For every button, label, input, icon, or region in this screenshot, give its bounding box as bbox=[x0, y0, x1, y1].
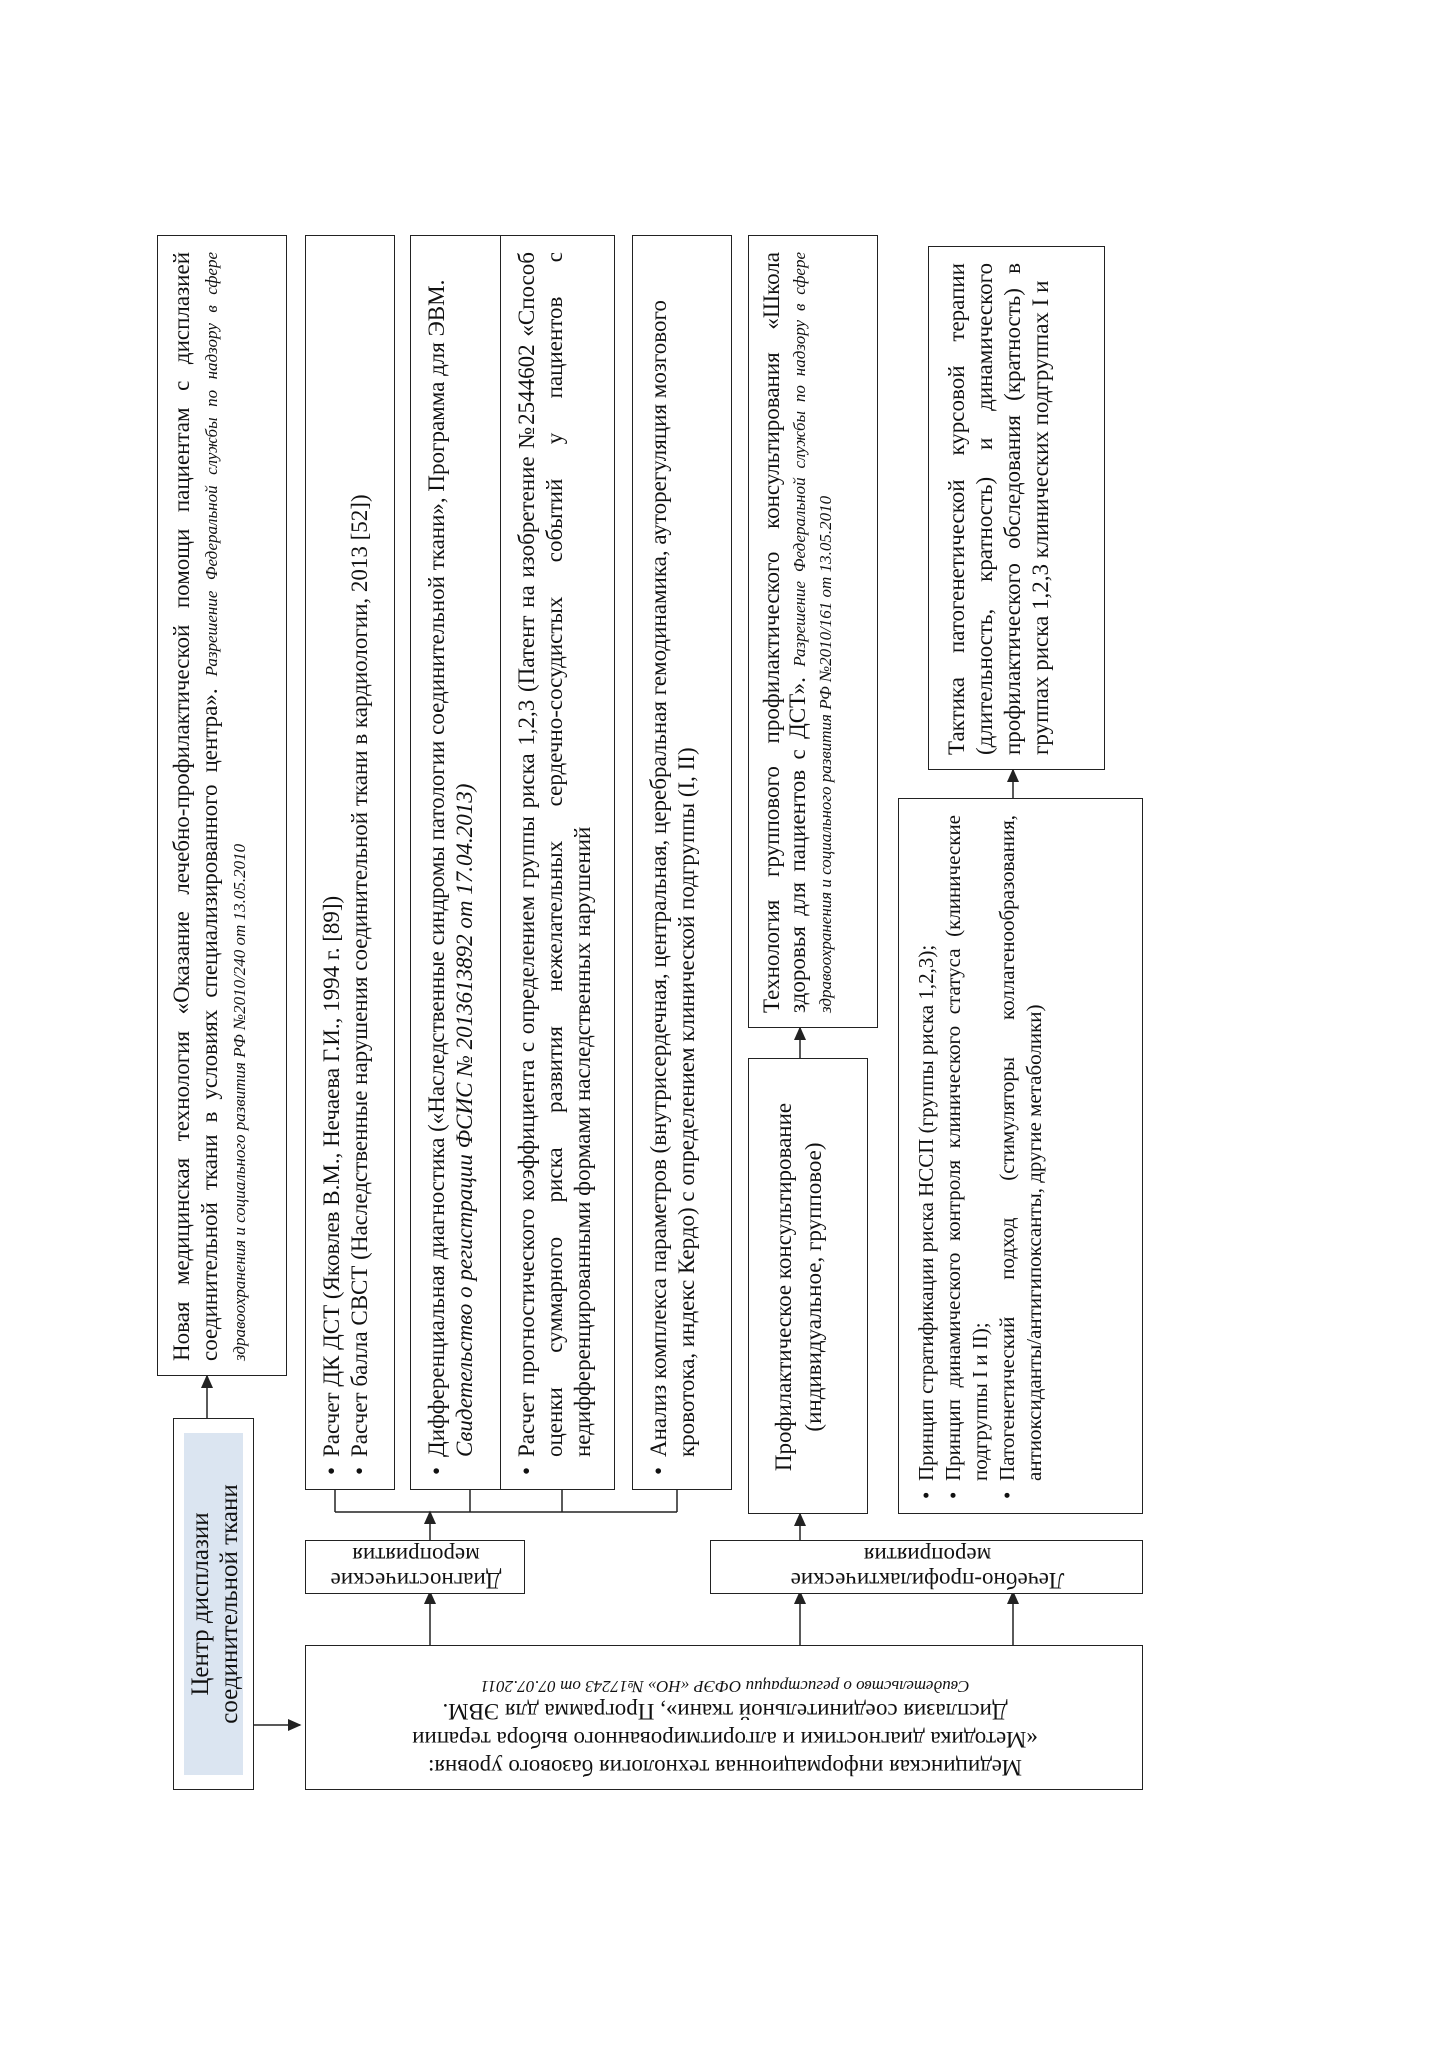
consult-label: Профилактическое консультирование (индивидуальное, групповое) bbox=[771, 1102, 826, 1472]
diag-item-4: • Расчет прогностического коэффициента с определением группы риска 1,2,3 (Патент на изобретение №2544602 «Способ оценки суммарного риска развития нежелательных сердечно-сосудистых событий у пациентов с недифференцированными формами наследственных нарушений bbox=[513, 252, 597, 1475]
treatment-label-line1: Лечебно-профилактические bbox=[790, 1568, 1065, 1593]
base-tech-text bbox=[306, 1646, 1144, 1791]
school-note: Разрешение Федеральной службы по надзору в сфере здравоохранения и социального развития РФ №2010/161 от 13.05.2010 bbox=[790, 252, 835, 1013]
new-tech-main: Новая медицинская технология «Оказание лечебно-профилактической помощи пациентам с дисплазией соединительной ткани в условиях специализированного центра». bbox=[169, 252, 222, 1361]
school-text bbox=[757, 246, 871, 1019]
principles-box bbox=[898, 798, 1143, 1514]
base-tech-line3: Дисплазия соединительной ткани», Программа для ЭВМ. bbox=[442, 1699, 1008, 1724]
treatment-label-line2: мероприятия bbox=[863, 1543, 992, 1568]
diag-items-1-text bbox=[314, 246, 390, 1481]
diag-item-1: • Расчет ДК ДСТ (Яковлев В.М., Нечаева Г.И., 1994 г. [89]) bbox=[318, 252, 346, 1475]
consult-text bbox=[761, 1069, 861, 1505]
center-box bbox=[173, 1418, 254, 1790]
base-tech-line1: Медицинская информационная технология базового уровня: bbox=[428, 1755, 1022, 1780]
tactics-label: Тактика патогенетической курсовой терапии (длительность, кратность) и динамического профилактического обследования (кратность) в группах риска 1,2,3 клинических подгруппах I и bbox=[944, 263, 1053, 755]
diag-item-5: • Анализ комплекса параметров (внутрисердечная, центральная, церебральная гемодинамика, ауторегуляция мозгового кровотока, индекс Кердо) с определением клинической подгруппы (I, II) bbox=[645, 252, 701, 1475]
base-tech-line2: «Методика диагностики и алгоритмированного выбора терапии bbox=[412, 1727, 1038, 1752]
consult-box bbox=[748, 1058, 868, 1514]
tactics-box bbox=[928, 246, 1105, 770]
new-tech-note: Разрешение Федеральной службы по надзору в сфере здравоохранения и социального развития РФ №2010/240 от 13.05.2010 bbox=[202, 251, 249, 1361]
base-tech-note: Свидетельство о регистрации ОФЭР «НО» №17243 от 07.07.2011 bbox=[480, 1677, 970, 1696]
diag-items-4-text bbox=[641, 246, 727, 1481]
base-tech-box bbox=[305, 1645, 1143, 1790]
principle-1: • Принцип стратификации риска НССП (группы риска 1,2,3); bbox=[913, 815, 940, 1499]
center-title bbox=[186, 1433, 243, 1775]
diagnostic-label-line2: мероприятия bbox=[352, 1543, 480, 1568]
principles-text bbox=[909, 809, 1137, 1505]
diag-items-box-1 bbox=[305, 235, 395, 1490]
tactics-text bbox=[939, 257, 1099, 761]
center-title-line1: Центр дисплазии bbox=[187, 1512, 214, 1696]
diag-item-3-text: Дифференциальная диагностика («Наследственные синдромы патологии соединительной ткани», Программа для ЭВМ. bbox=[424, 279, 449, 1457]
diag-items-2-text bbox=[419, 246, 501, 1481]
diag-item-3-note: Свидетельство о регистрации ФСИС № 2013613892 от 17.04.2013) bbox=[452, 783, 477, 1457]
diag-items-3-text bbox=[509, 246, 609, 1481]
diag-item-3 bbox=[423, 252, 479, 1475]
new-tech-text bbox=[166, 246, 280, 1367]
center-title-line2: соединительной ткани bbox=[216, 1484, 243, 1724]
diagnostic-label-line1: Диагностические bbox=[330, 1568, 502, 1593]
school-box bbox=[748, 235, 878, 1028]
principle-2: • Принцип динамического контроля клинического статуса (клинические подгруппы I и II); bbox=[940, 815, 994, 1499]
diag-items-box-4 bbox=[632, 235, 732, 1490]
new-tech-box bbox=[157, 235, 287, 1376]
diagnostic-box bbox=[305, 1540, 525, 1594]
diag-items-box-2 bbox=[410, 235, 507, 1490]
diag-item-2: • Расчет балла СВСТ (Наследственные нарушения соединительной ткани в кардиологии, 2013 [52]) bbox=[346, 252, 374, 1475]
school-main: Технология группового профилактического консультирования «Школа здоровья для пациентов с ДСТ». bbox=[759, 252, 810, 1013]
treatment-box bbox=[710, 1540, 1143, 1594]
principle-3: • Патогенетический подход (стимуляторы коллагенообразования, антиоксиданты/антигипоксанты, другие метаболики) bbox=[994, 815, 1048, 1499]
diag-items-box-3 bbox=[500, 235, 615, 1490]
